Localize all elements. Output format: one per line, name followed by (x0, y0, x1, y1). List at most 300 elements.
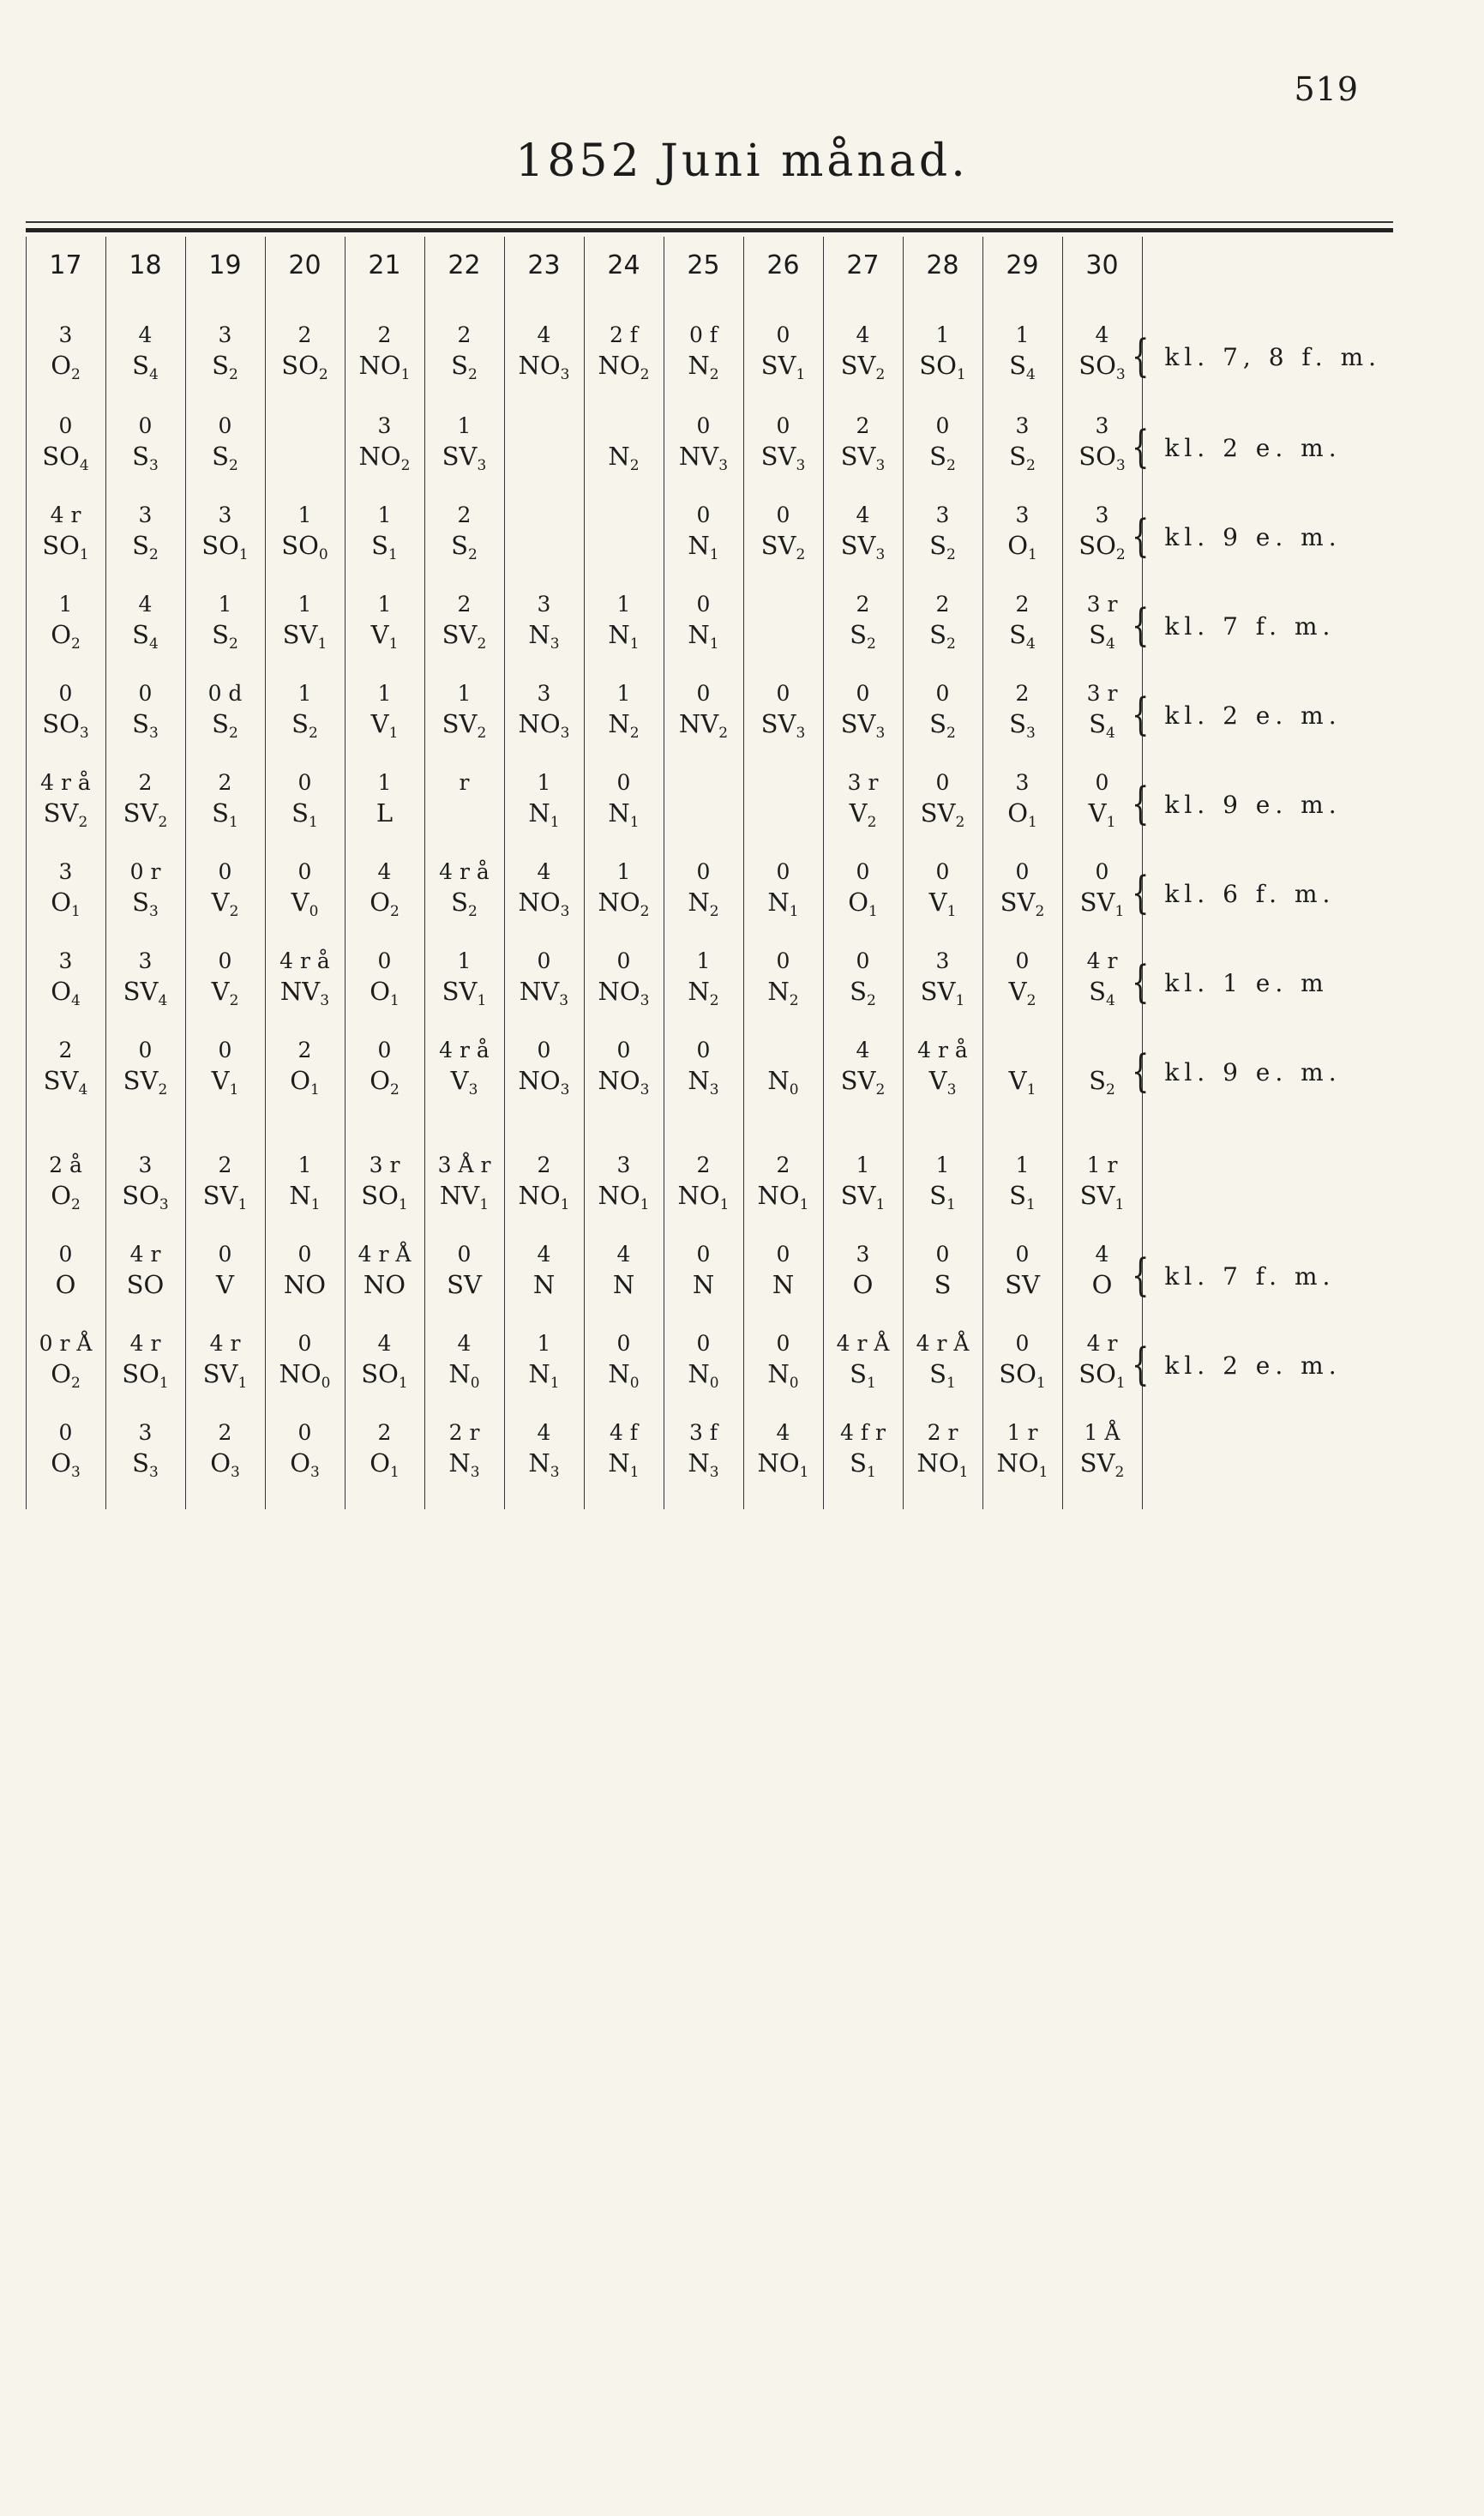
cloud-value: 1 (377, 503, 392, 527)
cloud-value: 0 (935, 413, 950, 438)
wind-value (982, 979, 1062, 1008)
wind-direction: S (451, 888, 469, 917)
wind-direction: S (291, 709, 309, 738)
observation-cell (424, 950, 504, 1008)
wind-direction: S (212, 709, 230, 738)
wind-strength: 2 (709, 992, 719, 1009)
wind-value (504, 353, 584, 382)
wind-direction: S (934, 1270, 952, 1299)
wind-value (743, 1359, 823, 1392)
cloud-value: 0 (935, 681, 950, 706)
cloud-value: 3 (138, 948, 153, 973)
cloud-value: 0 (218, 1242, 232, 1267)
wind-value (504, 890, 584, 919)
cloud-value: 0 (935, 1242, 950, 1267)
time-note-text: kl. 9 e. m. (1164, 791, 1342, 819)
wind-value (823, 533, 903, 563)
wind-direction: V (849, 798, 868, 828)
wind-strength: 2 (477, 725, 487, 742)
wind-value (903, 1270, 982, 1302)
observation-cell (743, 1333, 823, 1391)
wind-strength: 1 (550, 1375, 560, 1392)
wind-direction: S (1009, 620, 1027, 649)
wind-strength: 2 (158, 814, 168, 831)
wind-strength: 1 (398, 1375, 408, 1392)
wind-direction: SV (920, 798, 956, 828)
cloud-value: 4 (138, 592, 153, 617)
wind-direction: O (369, 977, 390, 1006)
wind-strength: 1 (560, 1196, 570, 1213)
wind-value (982, 353, 1062, 382)
cloud-value: 4 (856, 1038, 870, 1062)
day-header: 19 (208, 250, 242, 280)
wind-value (504, 1270, 584, 1302)
wind-value (903, 620, 982, 653)
cloud-value: 3 r (1086, 681, 1118, 706)
wind-strength: 2 (229, 457, 238, 474)
observation-cell (1062, 1422, 1142, 1480)
wind-value (26, 1068, 105, 1098)
observation-cell (823, 861, 903, 919)
wind-strength: 1 (875, 1196, 886, 1213)
observation-cell (664, 504, 743, 563)
wind-value (185, 890, 265, 919)
wind-direction: O (1007, 531, 1028, 560)
cloud-value: 1 r (1006, 1420, 1038, 1445)
wind-direction: N (608, 620, 630, 649)
cloud-value: 3 r (1086, 592, 1118, 617)
cloud-value: 1 (457, 681, 472, 706)
observation-cell (584, 950, 664, 1008)
wind-value (903, 979, 982, 1008)
cloud-value: 1 (616, 592, 631, 617)
wind-value (903, 1068, 982, 1098)
cloud-value: 0 (696, 859, 711, 884)
wind-strength: 2 (468, 903, 478, 920)
wind-value (265, 798, 345, 831)
cloud-value: 1 (616, 681, 631, 706)
wind-strength: 4 (149, 635, 159, 653)
wind-strength: 1 (629, 1464, 640, 1481)
wind-direction: O (51, 351, 71, 380)
wind-strength: 1 (310, 1196, 321, 1213)
observation-cell (345, 1039, 424, 1098)
wind-strength: 1 (389, 1464, 400, 1481)
wind-strength: 2 (946, 635, 956, 653)
wind-value (345, 1068, 424, 1098)
wind-strength: 4 (1106, 725, 1115, 742)
cloud-value: 3 (616, 1153, 631, 1177)
wind-direction: SV (840, 709, 876, 738)
cloud-value: 0 (1015, 1242, 1030, 1267)
wind-value (504, 1068, 584, 1098)
cloud-value: 0 (218, 413, 232, 438)
cloud-value: 4 r Å (836, 1331, 890, 1356)
cloud-value: 3 (935, 503, 950, 527)
wind-value (185, 1448, 265, 1481)
wind-value (982, 1270, 1062, 1302)
wind-strength: 3 (149, 1464, 159, 1481)
wind-direction: SV (442, 977, 478, 1006)
wind-value (105, 353, 185, 382)
wind-value (823, 1270, 903, 1302)
cloud-value: 4 (1095, 1242, 1109, 1267)
wind-strength: 3 (560, 903, 570, 920)
cloud-value: 0 (218, 1038, 232, 1062)
cloud-value: 1 (457, 413, 472, 438)
cloud-value: 3 (58, 859, 73, 884)
observation-cell (664, 415, 743, 473)
cloud-value: 4 r Å (916, 1331, 970, 1356)
wind-value (982, 1068, 1062, 1098)
wind-strength: 1 (709, 635, 719, 653)
observation-cell (743, 504, 823, 563)
time-note (1132, 599, 1336, 652)
wind-value (982, 709, 1062, 742)
wind-direction: N (688, 531, 710, 560)
cloud-value: 2 å (49, 1153, 82, 1177)
wind-value (584, 1359, 664, 1392)
observation-cell (504, 772, 584, 830)
wind-direction: N (772, 1270, 795, 1299)
observation-cell (26, 1154, 105, 1213)
wind-value (504, 620, 584, 653)
observation-cell (504, 950, 584, 1008)
wind-strength: 3 (718, 457, 729, 474)
wind-value (903, 1183, 982, 1213)
cloud-value: 0 (696, 1038, 711, 1062)
wind-direction: O (51, 1181, 71, 1210)
cloud-value: 4 (616, 1242, 631, 1267)
wind-strength: 3 (320, 992, 330, 1009)
wind-strength: 1 (946, 1196, 956, 1213)
wind-value (424, 444, 504, 473)
observation-cell (584, 1039, 664, 1098)
cloud-value: 0 (616, 1331, 631, 1356)
observation-cell (265, 950, 345, 1008)
wind-direction: SV (840, 1066, 876, 1095)
wind-direction: SO (1078, 1359, 1116, 1388)
wind-strength: 1 (1038, 1464, 1048, 1481)
wind-direction: S (929, 1359, 947, 1388)
wind-strength: 2 (229, 366, 238, 383)
wind-direction: S (1089, 1066, 1107, 1095)
cloud-value: 0 (58, 1420, 73, 1445)
observation-cell (105, 1154, 185, 1213)
wind-value (26, 533, 105, 563)
wind-strength: 1 (640, 1196, 650, 1213)
cloud-value: 1 (377, 592, 392, 617)
wind-direction: NO (598, 351, 640, 380)
wind-strength: 2 (629, 725, 640, 742)
wind-direction: SV (442, 620, 478, 649)
observation-cell (265, 1039, 345, 1098)
wind-value (1062, 979, 1142, 1008)
observation-cell (185, 950, 265, 1008)
wind-strength: 2 (309, 725, 318, 742)
cloud-value: 0 (58, 681, 73, 706)
observation-cell (424, 1243, 504, 1302)
wind-direction: N (767, 977, 790, 1006)
wind-strength: 2 (318, 366, 328, 383)
wind-value (345, 1359, 424, 1392)
wind-direction: NO (518, 1181, 561, 1210)
wind-direction: O (55, 1270, 76, 1299)
time-note (1132, 777, 1342, 830)
wind-direction: O (210, 1448, 231, 1478)
observation-cell (1062, 950, 1142, 1008)
observation-cell (903, 772, 982, 830)
observation-cell (584, 324, 664, 382)
cloud-value (1062, 1039, 1142, 1068)
wind-value (903, 798, 982, 831)
wind-strength: 1 (229, 814, 238, 831)
wind-strength: 0 (709, 1375, 719, 1392)
wind-value (664, 353, 743, 382)
wind-strength: 2 (389, 903, 400, 920)
observation-cell (265, 1422, 345, 1480)
wind-direction: N (688, 888, 710, 917)
wind-direction: O (51, 1448, 71, 1478)
wind-strength: 1 (799, 1464, 809, 1481)
wind-strength: 3 (1115, 457, 1126, 474)
wind-strength: 2 (629, 457, 640, 474)
observation-cell (664, 1154, 743, 1213)
wind-value (584, 979, 664, 1008)
wind-strength: 2 (875, 1081, 886, 1098)
wind-direction: SV (1079, 1181, 1115, 1210)
wind-value (1062, 533, 1142, 563)
time-note (1132, 420, 1342, 473)
observation-cell (903, 1154, 982, 1213)
wind-direction: SV (123, 1066, 159, 1095)
cloud-value: 0 (696, 1331, 711, 1356)
wind-direction: N (767, 1066, 790, 1095)
wind-value (105, 620, 185, 653)
wind-strength: 3 (1026, 725, 1036, 742)
time-note (1132, 866, 1336, 919)
cloud-value (504, 504, 584, 533)
wind-value (1062, 709, 1142, 742)
observation-cell (185, 1039, 265, 1098)
observation-cell (1062, 593, 1142, 652)
cloud-value (504, 415, 584, 444)
wind-strength: 3 (149, 457, 159, 474)
observation-cell (26, 1422, 105, 1480)
wind-value (345, 890, 424, 919)
wind-direction: SO (1078, 531, 1116, 560)
cloud-value: 0 (696, 503, 711, 527)
wind-value (664, 1270, 743, 1302)
wind-value (26, 620, 105, 653)
cloud-value: 4 (537, 322, 551, 347)
wind-strength: 2 (149, 546, 159, 563)
wind-value (265, 979, 345, 1008)
observation-cell (584, 1154, 664, 1213)
wind-strength: 1 (867, 1375, 876, 1392)
wind-value (26, 979, 105, 1008)
observation-cell (345, 415, 424, 473)
observation-cell (982, 772, 1062, 830)
observation-cell (424, 1154, 504, 1213)
wind-strength: 0 (789, 1081, 799, 1098)
observation-cell (504, 1422, 584, 1480)
cloud-value: 4 r å (439, 1038, 490, 1062)
wind-strength: 2 (640, 903, 650, 920)
wind-direction: S (1089, 977, 1107, 1006)
wind-direction: N (608, 1448, 630, 1478)
observation-cell (185, 504, 265, 563)
cloud-value: 3 (138, 1420, 153, 1445)
wind-value (345, 709, 424, 742)
wind-direction: SV (43, 798, 79, 828)
wind-strength: 3 (560, 366, 570, 383)
day-header: 25 (687, 250, 720, 280)
observation-cell (185, 772, 265, 830)
wind-direction: S (291, 798, 309, 828)
observation-cell (185, 861, 265, 919)
wind-strength: 2 (789, 992, 799, 1009)
cloud-value: 3 r (369, 1153, 400, 1177)
wind-strength: 1 (956, 366, 966, 383)
wind-direction: NO (358, 351, 401, 380)
cloud-value: 0 (1015, 859, 1030, 884)
wind-direction: NV (439, 1181, 480, 1210)
cloud-value: 3 (1095, 503, 1109, 527)
cloud-value: 0 (696, 1242, 711, 1267)
wind-direction: S (212, 351, 230, 380)
wind-value (903, 1359, 982, 1392)
observation-cell (823, 1039, 903, 1098)
observation-cell (664, 1039, 743, 1098)
wind-value (105, 1448, 185, 1481)
wind-direction: S (850, 977, 868, 1006)
wind-value (424, 620, 504, 653)
cloud-value: 2 (297, 322, 312, 347)
wind-value (265, 1359, 345, 1392)
observation-cell (265, 324, 345, 382)
observation-cell (345, 324, 424, 382)
cloud-value: 0 (856, 681, 870, 706)
wind-strength: 2 (468, 546, 478, 563)
top-rule-thin (26, 221, 1393, 223)
observation-cell (664, 593, 743, 652)
wind-direction: N (608, 709, 630, 738)
observation-cell (424, 1422, 504, 1480)
wind-value (26, 1448, 105, 1481)
wind-value (105, 1359, 185, 1392)
time-note (1132, 509, 1342, 563)
wind-strength: 1 (868, 903, 878, 920)
wind-direction: S (132, 1448, 150, 1478)
time-note (1132, 329, 1382, 382)
wind-value (265, 709, 345, 742)
cloud-value: 2 (297, 1038, 312, 1062)
wind-direction: V (450, 1066, 469, 1095)
cloud-value: 2 (218, 1420, 232, 1445)
wind-direction: S (212, 620, 230, 649)
cloud-value: 1 (58, 592, 73, 617)
wind-value (903, 444, 982, 473)
wind-value (105, 979, 185, 1008)
wind-value (823, 1068, 903, 1098)
wind-strength: 3 (875, 725, 886, 742)
wind-direction: N (528, 1448, 550, 1478)
wind-strength: 1 (799, 1196, 809, 1213)
wind-strength: 3 (477, 457, 487, 474)
wind-direction: S (132, 351, 150, 380)
wind-value (1062, 620, 1142, 653)
cloud-value: 4 r (1086, 948, 1118, 973)
observation-cell (664, 772, 743, 801)
wind-direction: S (850, 1359, 868, 1388)
wind-value (743, 1448, 823, 1481)
wind-value (185, 444, 265, 473)
wind-strength: 3 (468, 1081, 478, 1098)
cloud-value: 0 (616, 770, 631, 795)
wind-value (584, 798, 664, 831)
observation-cell (26, 683, 105, 741)
time-note-text: kl. 7 f. m. (1164, 1262, 1336, 1291)
cloud-value: 0 (696, 592, 711, 617)
wind-strength: 1 (229, 1081, 239, 1098)
observation-cell (823, 504, 903, 563)
time-note-text: kl. 9 e. m. (1164, 1058, 1342, 1086)
observation-cell (345, 683, 424, 741)
time-note (1132, 1249, 1336, 1302)
cloud-value: 1 (856, 1153, 870, 1177)
top-rule-thick (26, 228, 1393, 232)
cloud-value: 0 (776, 681, 790, 706)
wind-value (185, 1068, 265, 1098)
wind-value (424, 1448, 504, 1481)
wind-value (105, 798, 185, 831)
wind-strength: 3 (875, 546, 886, 563)
observation-cell (504, 1039, 584, 1098)
observation-cell (185, 593, 265, 652)
wind-value (504, 798, 584, 831)
wind-direction: SV (1079, 888, 1115, 917)
observation-cell (903, 861, 982, 919)
day-header: 28 (926, 250, 959, 280)
observation-cell (982, 504, 1062, 563)
wind-direction: SV (760, 351, 796, 380)
observation-cell (504, 504, 584, 533)
observation-cell (823, 1333, 903, 1391)
wind-direction: NV (519, 977, 560, 1006)
wind-value (345, 353, 424, 382)
wind-strength: 2 (1106, 1081, 1115, 1098)
observation-cell (823, 772, 903, 830)
cloud-value: 0 r (129, 859, 161, 884)
wind-direction: S (929, 1181, 947, 1210)
cloud-value: 3 (218, 322, 232, 347)
wind-value (664, 1359, 743, 1392)
wind-direction: V (291, 888, 309, 917)
page-title: 1852 Juni månad. (515, 135, 969, 187)
cloud-value (743, 1039, 823, 1068)
cloud-value: 2 (776, 1153, 790, 1177)
wind-value (903, 353, 982, 382)
wind-direction: S (212, 798, 230, 828)
wind-direction: SV (920, 977, 956, 1006)
observation-cell (424, 504, 504, 563)
wind-direction: NO (757, 1448, 800, 1478)
wind-direction: N (688, 1448, 710, 1478)
wind-direction: NO (677, 1181, 720, 1210)
wind-value (185, 709, 265, 742)
day-header: 17 (49, 250, 82, 280)
